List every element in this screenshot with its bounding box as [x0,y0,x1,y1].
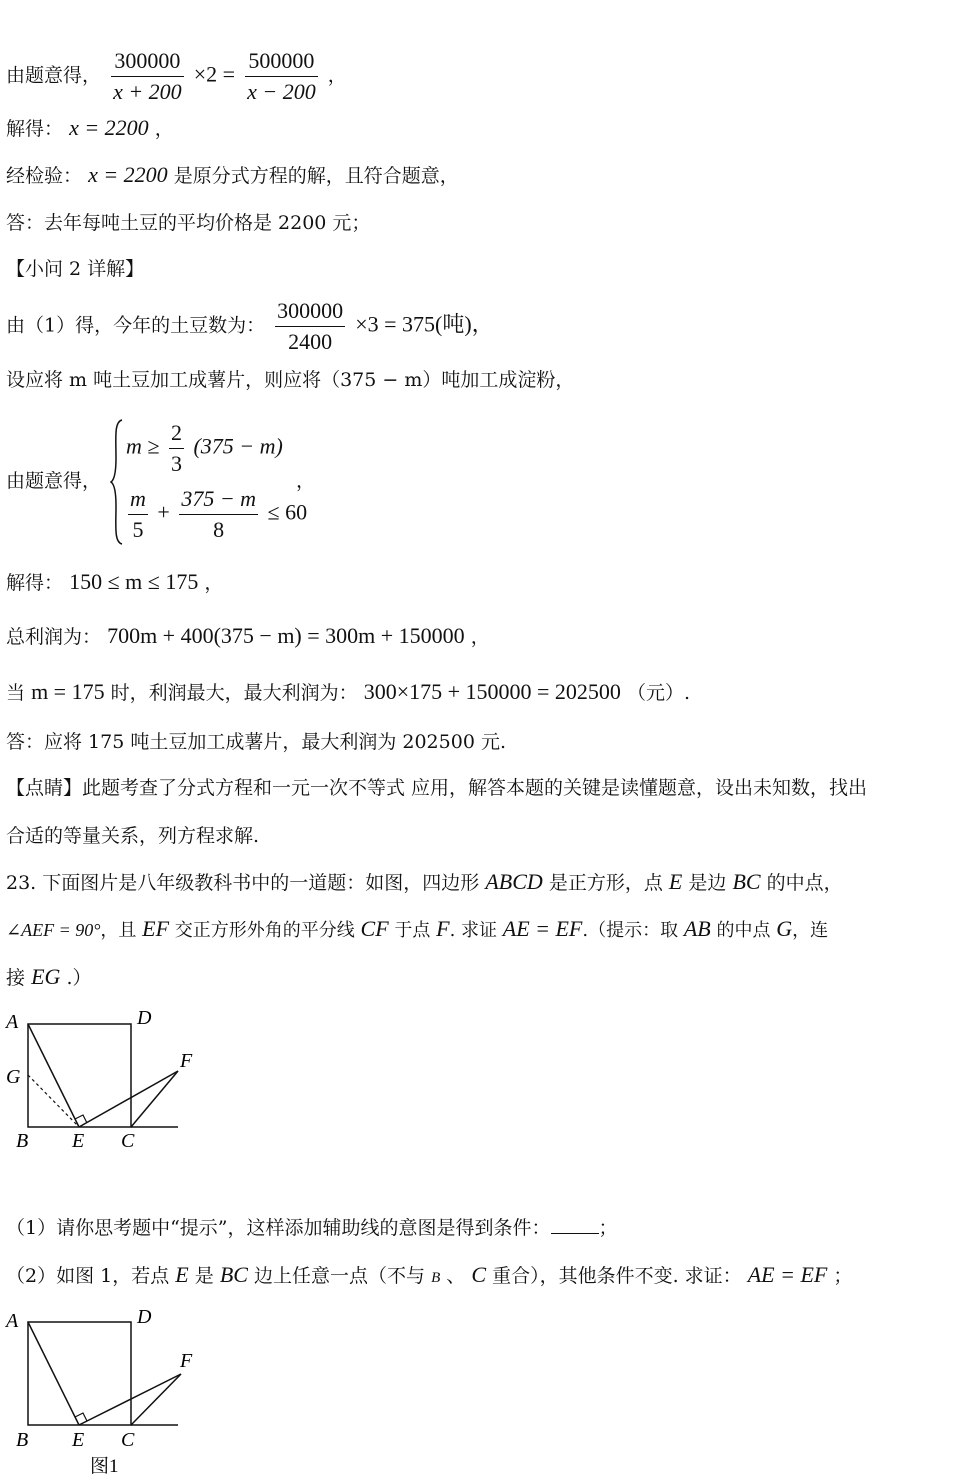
sub2-a: （2）如图 1，若点 [6,1265,170,1287]
range-suffix: ， [204,572,224,594]
fig1-segment-ef [79,1374,181,1425]
label-f: F [180,1050,193,1072]
q23-l2-g: ，连 [792,920,829,941]
equation-suffix: ， [327,64,347,87]
row2-fraction-1-denominator: 5 [132,517,144,542]
max-prefix: 当 [6,682,26,704]
fraction-1 [111,46,184,107]
fraction-1-denominator: x + 200 [113,79,182,104]
fig1-caption: 图1 [90,1456,119,1477]
system-suffix: ， [296,470,316,492]
figure-square-hint [0,1000,220,1160]
fig1-segment-ae [28,1322,79,1425]
q23-l3-m1: EG [31,964,61,989]
label-g: G [6,1066,21,1088]
let-line: 设应将 m 吨土豆加工成薯片，则应将（375 − m）吨加工成淀粉， [6,369,575,391]
row2-rhs: ≤ 60 [267,499,308,525]
fig1-segment-cf [131,1374,181,1425]
max-mid: 时，利润最大，最大利润为： [110,682,358,704]
solve-line [6,115,174,142]
q23-l2-m4: F [436,916,450,941]
range-prefix: 解得： [6,572,64,594]
q23-l3-a: 接 [6,967,26,989]
q23-l2-m2: EF [142,916,170,941]
q23-line-2 [6,916,828,944]
check-math: x = 2200 [88,162,168,187]
segment-ef [79,1071,178,1127]
range-math: 150 ≤ m ≤ 175 [69,569,199,594]
sub2-m5: AE = EF [747,1262,828,1287]
sub2-c: 边上任意一点（不与 [254,1265,426,1287]
left-brace-icon [110,418,124,546]
q23-l2-f: 的中点 [716,920,771,941]
q23-l1-m1: ABCD [485,869,543,894]
row2-fraction-1 [128,484,148,545]
solve-suffix: ， [154,118,174,140]
row2-fraction-1-numerator: m [128,484,148,515]
fraction-1-numerator: 300000 [111,46,184,77]
fig1-square-abcd [28,1322,131,1425]
q23-line-3 [6,964,91,991]
system-row-2 [124,484,307,545]
sub2-b: 是 [194,1265,214,1287]
tons-suffix: ×3 = 375(吨)， [355,311,494,337]
label-a: A [6,1011,19,1033]
range-line [6,569,223,596]
answer-1: 答：去年每吨土豆的平均价格是 2200 元； [6,212,371,234]
check-line [6,162,459,189]
fig1-label-c: C [121,1429,135,1451]
times-two: ×2 = [193,61,236,87]
sub-question-1 [6,1215,618,1241]
segment-ge-dashed [28,1075,79,1127]
solve-prefix: 解得： [6,118,64,140]
fig1-label-f: F [180,1350,193,1372]
q23-l2-m6: AB [683,916,711,941]
segment-cf [131,1071,178,1127]
row2-fraction-2-numerator: 375 − m [179,484,258,515]
label-b: B [16,1130,29,1152]
sub2-e: 重合），其他条件不变. 求证： [492,1265,742,1287]
row2-plus: + [157,499,170,525]
part2-heading: 【小问 2 详解】 [6,258,145,280]
sub2-m1: E [175,1262,189,1287]
row2-fraction-2-denominator: 8 [213,517,225,542]
equation-line [6,46,347,107]
label-c: C [121,1130,135,1152]
q23-l2-m3: CF [360,916,389,941]
system-row-1 [126,418,283,479]
answer-blank[interactable] [551,1215,599,1234]
q23-l1-m3: BC [732,869,761,894]
q23-l2-m5: AE = EF [502,916,583,941]
sub1-suffix: ； [598,1217,618,1239]
sub2-m2: BC [219,1262,248,1287]
fraction-2 [245,46,318,107]
q23-l1-a: 23. 下面图片是八年级教科书中的一道题：如图，四边形 [6,872,480,894]
fig1-label-e: E [72,1429,85,1451]
row1-lhs: m ≥ [126,433,160,459]
row1-fraction-numerator: 2 [169,418,184,449]
sub1-text: （1）请你思考题中“提示”，这样添加辅助线的意图是得到条件： [6,1217,551,1239]
row1-fraction [169,418,184,479]
profit-prefix: 总利润为： [6,626,102,648]
q23-l2-c: 于点 [394,920,431,941]
comment-line-1: 【点睛】此题考查了分式方程和一元一次不等式 应用，解答本题的关键是读懂题意，设出未知数，找出 [6,777,868,799]
row1-rhs: (375 − m) [193,433,283,459]
fig1-label-d: D [137,1306,152,1328]
check-suffix: 是原分式方程的解，且符合题意， [173,165,459,187]
tons-fraction-numerator: 300000 [275,296,345,327]
solve-math: x = 2200 [69,115,149,140]
profit-line [6,623,490,650]
fig1-label-a: A [6,1310,19,1332]
q23-l2-m7: G [776,916,793,941]
sub2-m3: B [431,1270,441,1286]
q23-l2-a: ，且 [100,920,137,941]
q23-l2-e: .（提示：取 [582,920,679,941]
q23-l2-b: 交正方形外角的平分线 [174,920,355,941]
q23-l2-d: . 求证 [449,920,498,941]
label-d: D [137,1007,152,1029]
sub-question-2 [6,1262,852,1291]
q23-l1-m2: E [668,869,683,894]
row1-fraction-denominator: 3 [170,451,182,476]
q23-l3-b: .） [66,967,92,989]
q23-l1-c: 是边 [688,872,727,894]
fraction-2-numerator: 500000 [245,46,318,77]
q23-l2-m1: ∠AEF = 90° [6,920,101,940]
tons-fraction-denominator: 2400 [288,329,333,354]
sub2-d: 、 [446,1265,466,1287]
max-math-1: m = 175 [31,679,105,704]
sub2-f: ； [833,1265,853,1287]
max-math-2: 300×175 + 150000 = 202500 [363,679,621,704]
segment-ae [28,1024,79,1127]
answer-2: 答：应将 175 吨土豆加工成薯片，最大利润为 202500 元. [6,731,506,753]
system-prefix: 由题意得， [6,470,102,492]
q23-l1-d: 的中点， [766,872,843,894]
q23-l1-b: 是正方形，点 [548,872,663,894]
check-prefix: 经检验： [6,165,83,187]
square-abcd [28,1024,131,1127]
profit-math: 700m + 400(375 − m) = 300m + 150000 [107,623,465,648]
comment-line-2: 合适的等量关系，列方程求解. [6,825,260,847]
tons-line [6,296,494,357]
q23-line-1 [6,869,843,896]
tons-fraction [275,296,345,357]
max-line [6,679,690,706]
fraction-2-denominator: x − 200 [247,79,316,104]
row2-fraction-2 [179,484,258,545]
profit-suffix: ， [470,626,490,648]
sub2-m4: C [471,1262,487,1287]
equation-prefix: 由题意得， [6,64,102,87]
max-suffix: （元）. [626,682,691,704]
figure-1 [0,1300,220,1478]
fig1-label-b: B [16,1429,29,1451]
label-e: E [72,1130,85,1152]
tons-prefix: 由（1）得，今年的土豆数为： [6,314,266,337]
